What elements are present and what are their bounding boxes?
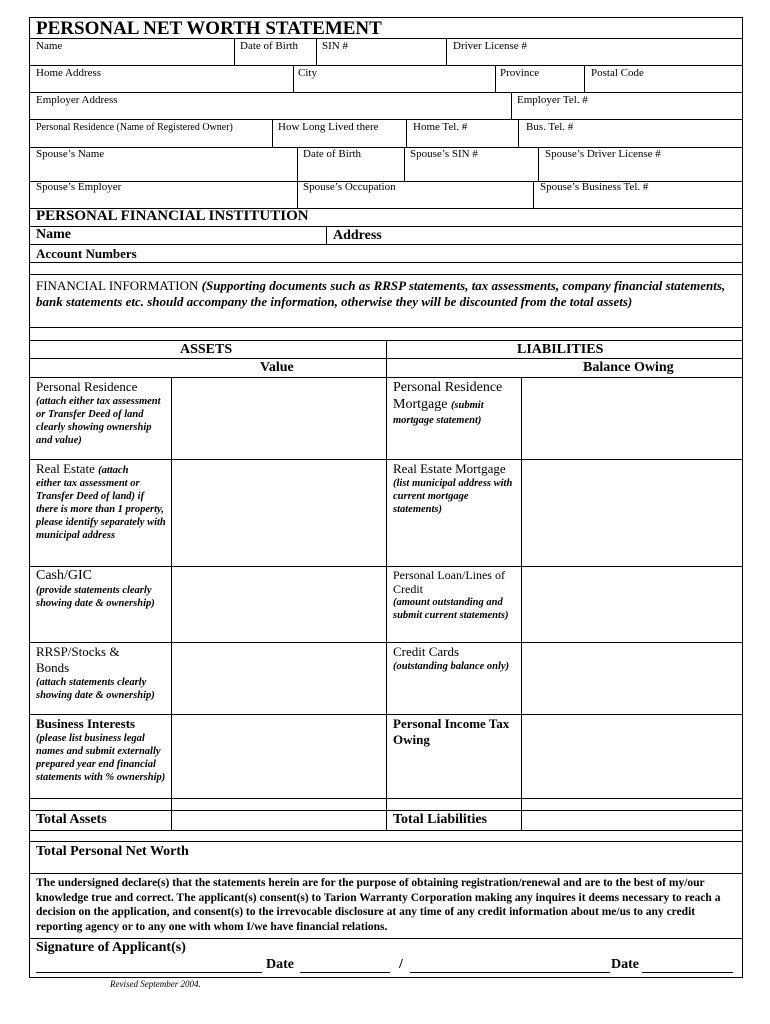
liability-label: Personal Loan/Lines of Credit [393,568,505,596]
liability-personal-loan [393,568,518,622]
rule [538,147,539,181]
rule [533,181,534,208]
balance-owing-header: Balance Owing [583,360,674,375]
liabilities-header: LIABILITIES [517,342,604,357]
liability-credit-cards [393,644,518,673]
rule [404,147,405,181]
asset-real-estate [36,461,168,542]
total-assets-label: Total Assets [36,812,107,827]
asset-value-rrsp[interactable] [172,643,385,713]
driver-license-field[interactable]: Driver License # [453,40,527,52]
rule [29,938,743,939]
asset-value-cash-gic[interactable] [172,567,385,641]
financial-info-lead: FINANCIAL INFORMATION [36,278,199,293]
rule [29,327,743,328]
liability-residence-mortgage [393,379,518,427]
employer-tel-field[interactable]: Employer Tel. # [517,94,588,106]
asset-note: (provide statements clearly showing date & ownership) [36,585,155,609]
date-line-1[interactable] [300,972,390,973]
balance-personal-loan[interactable] [522,567,741,641]
liability-label: Real Estate Mortgage [393,461,506,476]
liability-note: (amount outstanding and submit current statements) [393,597,509,621]
rule [29,92,743,93]
asset-value-real-estate[interactable] [172,460,385,565]
city-field[interactable]: City [298,67,317,79]
frame-bottom [29,977,743,978]
spouse-employer-field[interactable]: Spouse’s Employer [36,181,122,193]
liability-note: (outstanding balance only) [393,661,510,672]
spouse-dob-field[interactable]: Date of Birth [303,148,362,160]
rule [29,244,743,245]
asset-label: Real Estate [36,461,95,476]
liability-label-note: (submit [450,400,484,411]
rule [29,226,743,227]
total-assets-value[interactable] [172,811,385,829]
signature-label: Signature of Applicant(s) [36,940,186,955]
spouse-sin-field[interactable]: Spouse’s SIN # [410,148,478,160]
province-field[interactable]: Province [500,67,540,79]
postal-code-field[interactable]: Postal Code [591,67,644,79]
asset-note: either tax assessment or Transfer Deed of land) if there is more than 1 property, please identify separately with municipal address [36,478,166,541]
rule [584,65,585,92]
liability-note: (list municipal address with current mortgage statements) [393,478,513,515]
spouse-license-field[interactable]: Spouse’s Driver License # [545,148,661,160]
rule [29,262,743,263]
dob-field[interactable]: Date of Birth [240,40,299,52]
rule [406,119,407,147]
balance-income-tax[interactable] [522,715,741,797]
signature-line-2[interactable] [410,972,610,973]
date-label-1: Date [266,957,294,972]
balance-credit-cards[interactable] [522,643,741,713]
balance-residence-mortgage[interactable] [522,378,741,458]
institution-address-field[interactable]: Address [333,228,382,243]
rule [511,92,512,119]
rule [29,65,743,66]
rule [29,873,743,874]
institution-name-field[interactable]: Name [36,227,71,242]
rule [297,147,298,181]
frame-left [29,17,30,977]
liability-income-tax [393,716,518,748]
rule [29,274,743,275]
revision-footer: Revised September 2004. [110,979,201,989]
rule [297,181,298,208]
asset-label: RRSP/Stocks & Bonds [36,644,120,675]
rule [316,38,317,65]
asset-note: (attach either tax assessment or Transfer Deed of land clearly showing ownership and value) [36,396,161,446]
date-line-2[interactable] [642,972,733,973]
account-numbers-field[interactable]: Account Numbers [36,246,137,261]
spouse-occupation-field[interactable]: Spouse’s Occupation [303,181,396,193]
asset-rrsp [36,644,168,702]
rule [446,38,447,65]
liability-label: Personal Income Tax Owing [393,716,510,747]
asset-value-personal-residence[interactable] [172,378,385,458]
date-label-2: Date [611,957,639,972]
net-worth-label: Total Personal Net Worth [36,844,189,859]
residence-owner-field[interactable]: Personal Residence (Name of Registered Owner) [36,122,233,133]
net-worth-value[interactable] [210,842,740,872]
asset-label: Personal Residence [36,379,138,394]
asset-business [36,716,168,784]
spouse-name-field[interactable]: Spouse’s Name [36,148,105,160]
financial-info-note: (Supporting documents such as RRSP statements, tax assessments, company financial statements, bank statements etc. should accompany the information, otherwise they will be discounted from the total assets) [36,278,726,309]
rule [29,358,743,359]
liability-label: Personal Residence Mortgage [393,380,503,412]
total-liabilities-value[interactable] [522,811,741,829]
asset-value-business[interactable] [172,715,385,797]
frame-right [742,17,743,977]
rule [518,119,519,147]
rule [272,119,273,147]
asset-cash-gic [36,568,168,610]
home-tel-field[interactable]: Home Tel. # [413,121,468,133]
rule [495,65,496,92]
asset-personal-residence [36,379,168,447]
balance-real-estate-mortgage[interactable] [522,460,741,565]
asset-label: Business Interests [36,716,136,731]
declaration-text: The undersigned declare(s) that the statements herein are for the purpose of obtaining registration/renewal and are to the best of my/our knowledge true and correct. The applicant(s) consent(s) to Tarion Warranty Corporation making any inquires it deems necessary to reach a decision on the application, and consent(s) to the irrevocable disclosure at any time of any credit information about me/us to any credit reporting agency or to any one with whom I/we have financial relations. [36,877,721,933]
institution-heading: PERSONAL FINANCIAL INSTITUTION [36,208,309,224]
asset-note: (attach statements clearly showing date & ownership) [36,677,155,701]
value-header: Value [260,360,294,375]
financial-info [36,278,738,310]
bus-tel-field[interactable]: Bus. Tel. # [526,121,574,133]
rule [29,38,743,39]
asset-label: Cash/GIC [36,568,92,583]
total-liabilities-label: Total Liabilities [393,812,488,827]
asset-label-note: (attach [98,465,129,476]
page-title: PERSONAL NET WORTH STATEMENT [36,18,382,39]
assets-header: ASSETS [180,342,233,357]
liability-real-estate-mortgage [393,461,518,516]
liability-label: Credit Cards [393,644,460,659]
rule [386,340,387,830]
rule [29,830,743,831]
liability-note: mortgage statement) [393,415,482,426]
home-address-field[interactable]: Home Address [36,67,102,79]
employer-address-field[interactable]: Employer Address [36,94,118,106]
rule [293,65,294,92]
how-long-field[interactable]: How Long Lived there [278,121,379,133]
signature-line-1[interactable] [36,972,262,973]
spouse-bus-tel-field[interactable]: Spouse’s Business Tel. # [540,181,649,193]
sin-field[interactable]: SIN # [322,40,348,52]
rule [234,38,235,65]
signature-slash: / [399,957,403,972]
rule [29,798,743,799]
rule [29,119,743,120]
asset-note: (please list business legal names and submit externally prepared year end financial statements with % ownership) [36,733,166,783]
rule [326,226,327,245]
name-field[interactable]: Name [36,40,63,52]
